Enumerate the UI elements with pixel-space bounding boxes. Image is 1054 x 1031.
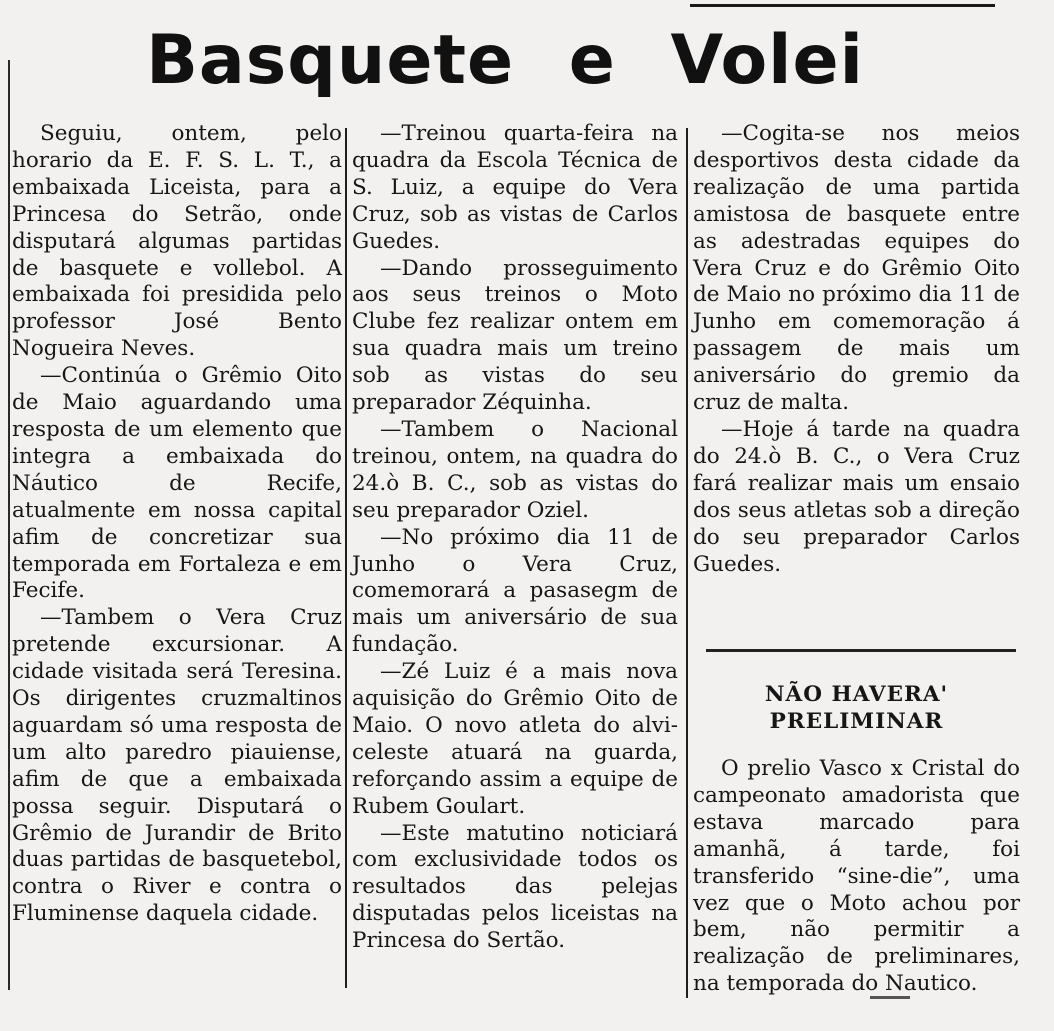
section-divider (706, 649, 1016, 652)
subheadline: NÃO HAVERA' PRELIMINAR (764, 682, 949, 734)
column-3 (693, 121, 1020, 578)
paragraph: —No próximo dia 11 de Junho o Vera Cruz, comemorará a pasasegm de mais um aniversário de sua fundação. (352, 524, 678, 658)
paragraph: Seguiu, ontem, pelo horario da E. F. S. L. T., a embaixada Liceista, para a Princesa do Setrão, onde disputará algumas partidas de basquete e vollebol. A embaixada foi presidida pelo professor José Bento Nogueira Neves. (12, 121, 342, 362)
paragraph: —Dando prosseguimento aos seus treinos o Moto Clube fez realizar ontem em sua quadra mais um treino sob as vistas do seu preparador Zéquinha. (352, 255, 678, 416)
paragraph: —Hoje á tarde na quadra do 24.ò B. C., o Vera Cruz fará realizar mais um ensaio dos seus atletas sob a direção do seu preparador Carlos Guedes. (693, 416, 1020, 577)
column-rule-1 (345, 128, 347, 988)
headline: Basquete e Volei (146, 21, 864, 100)
top-rule (690, 4, 995, 7)
column-3-subarticle (693, 756, 1020, 998)
paragraph: —Tambem o Nacional treinou, ontem, na quadra do 24.ò B. C., sob as vistas do seu preparador Oziel. (352, 416, 678, 523)
column-1 (12, 121, 342, 928)
bottom-mark (870, 996, 910, 999)
column-2 (352, 121, 678, 955)
paragraph: —Zé Luiz é a mais nova aquisição do Grêmio Oito de Maio. O novo atleta do alvi-celeste atuará na guarda, reforçando assim a equipe de Rubem Goulart. (352, 659, 678, 819)
paragraph: —Tambem o Vera Cruz pretende excursionar. A cidade visitada será Teresina. Os dirigentes cruzmaltinos aguardam só uma resposta de um alto paredro piauiense, afim de que a embaixada possa seguir. Disputará o Grêmio de Jurandir de Brito duas partidas de basquetebol, contra o River e contra o Fluminense daquela cidade. (12, 605, 342, 927)
left-edge-rule (8, 60, 10, 990)
paragraph: —Este matutino noticiará com exclusividade todos os resultados das pelejas disputadas pelos liceistas na Princesa do Sertão. (352, 820, 678, 954)
paragraph: —Continúa o Grêmio Oito de Maio aguardando uma resposta de um elemento que integra a embaixada do Náutico de Recife, atualmente em nossa capital afim de concretizar sua temporada em Fortaleza e em Fecife. (12, 363, 342, 604)
paragraph: —Treinou quarta-feira na quadra da Escola Técnica de S. Luiz, a equipe do Vera Cruz, sob as vistas de Carlos Guedes. (352, 121, 678, 254)
paragraph: —Cogita-se nos meios desportivos desta cidade da realização de uma partida amistosa de basquete entre as adestradas equipes do Vera Cruz e do Grêmio Oito de Maio no próximo dia 11 de Junho em comemoração á passagem de mais um aniversário do gremio da cruz de malta. (693, 121, 1020, 416)
column-rule-2 (686, 128, 688, 998)
paragraph: O prelio Vasco x Cristal do campeonato amadorista que estava marcado para amanhã, á tarde, foi transferido “sine-die”, uma vez que o Moto achou por bem, não permitir a realização de preliminares, na temporada do Nautico. (693, 756, 1020, 997)
